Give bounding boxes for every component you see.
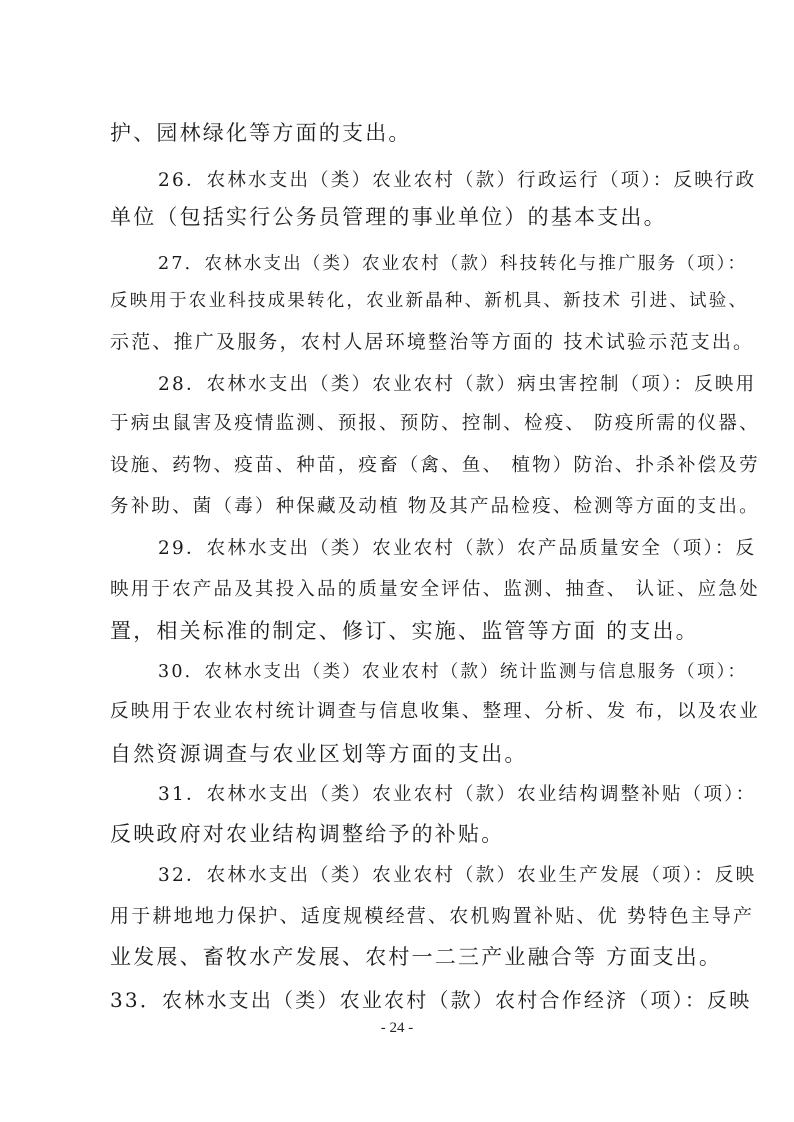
- text-line: 单位（包括实行公务员管理的事业单位）的基本支出。: [110, 205, 667, 229]
- text-line: 用于耕地地力保护、适度规模经营、农机购置补贴、优 势特色主导产: [110, 905, 755, 927]
- page-number: - 24 -: [380, 1020, 414, 1036]
- text-line: 业发展、畜牧水产发展、农村一二三产业融合等 方面支出。: [110, 945, 723, 969]
- text-line: 29．农林水支出（类）农业农村（款）农产品质量安全（项）：反: [158, 538, 757, 559]
- text-line: 自然资源调查与农业区划等方面的支出。: [110, 742, 528, 766]
- text-line: 设施、药物、疫苗、种苗，疫畜（禽、鱼、 植物）防治、扑杀补偿及劳: [110, 455, 760, 476]
- text-line: 28．农林水支出（类）农业农村（款）病虫害控制（项）：反映用: [158, 374, 757, 395]
- text-line: 30．农林水支出（类）农业农村（款）统计监测与信息服务（项）：: [158, 662, 748, 682]
- text-line: 置，相关标准的制定、修订、实施、监管等方面 的支出。: [110, 619, 699, 643]
- text-line: 反映用于农业农村统计调查与信息收集、整理、分析、发 布，以及农业: [110, 701, 760, 722]
- text-line: 反映政府对农业结构调整给予的补贴。: [110, 822, 505, 846]
- text-line: 27．农林水支出（类）农业农村（款）科技转化与推广服务（项）：: [158, 254, 748, 274]
- text-line: 映用于农产品及其投入品的质量安全评估、监测、抽查、 认证、应急处: [110, 579, 760, 600]
- text-line: 26．农林水支出（类）农业农村（款）行政运行（项）：反映行政: [158, 170, 757, 191]
- text-line: 反映用于农业科技成果转化，农业新晶种、新机具、新技术 引进、试验、: [110, 291, 749, 311]
- text-line: 务补助、菌（毒）种保藏及动植 物及其产品检疫、检测等方面的支出。: [110, 496, 760, 517]
- text-line: 护、园林绿化等方面的支出。: [110, 121, 412, 145]
- text-line: 33．农林水支出（类）农业农村（款）农村合作经济（项）：反映: [110, 988, 752, 1012]
- text-line: 于病虫鼠害及疫情监测、预报、预防、控制、检疫、 防疫所需的仪器、: [110, 413, 760, 434]
- text-line: 32．农林水支出（类）农业农村（款）农业生产发展（项）：反映: [158, 865, 757, 886]
- text-line: 示范、推广及服务，农村人居环境整治等方面的 技术试验示范支出。: [110, 331, 755, 353]
- text-line: 31．农林水支出（类）农业农村（款）农业结构调整补贴（项）：: [158, 784, 757, 805]
